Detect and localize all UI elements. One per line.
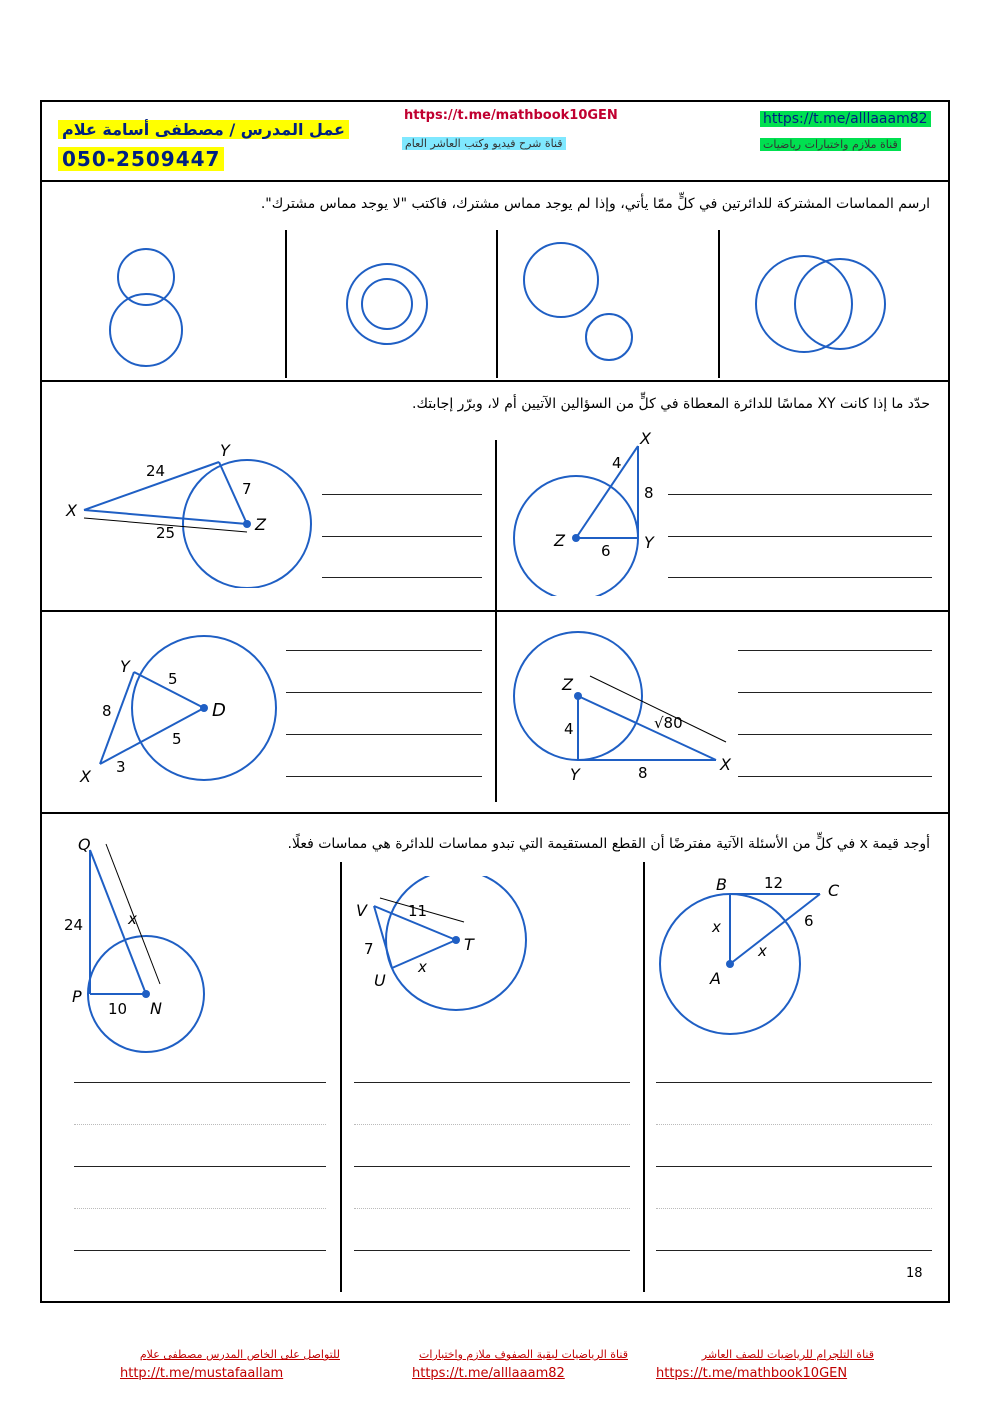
label-x1: x (712, 918, 721, 936)
label-x: X (720, 755, 731, 774)
answer-line[interactable] (738, 650, 932, 651)
label-t: T (464, 935, 474, 954)
center-dot (142, 990, 150, 998)
segment-xz (84, 510, 247, 524)
answer-line[interactable] (668, 577, 932, 578)
label-d: D (212, 700, 226, 721)
label-yx: 8 (638, 764, 648, 782)
figure-s2-xzy-4 (508, 426, 668, 596)
answer-line[interactable] (668, 494, 932, 495)
answer-line[interactable] (656, 1082, 932, 1083)
answer-line[interactable] (286, 692, 482, 693)
label-u: U (374, 971, 386, 990)
answer-line[interactable] (74, 1166, 326, 1167)
center-dot (574, 692, 582, 700)
label-qn: x (128, 910, 137, 928)
label-x2: x (758, 942, 767, 960)
answer-guide (354, 1124, 630, 1125)
circle-large-separate (524, 243, 598, 317)
answer-guide (74, 1124, 326, 1125)
label-x3: 3 (116, 758, 126, 776)
label-xy: 24 (146, 462, 166, 480)
label-y: Y (644, 533, 654, 552)
answer-line[interactable] (354, 1082, 630, 1083)
label-x: X (66, 501, 77, 520)
figure-s2-yxd (72, 624, 288, 794)
label-n: N (150, 999, 162, 1018)
footer-title-contact: للتواصل على الخاص المدرس مصطفى علام (139, 1348, 340, 1361)
footer-link-contact[interactable]: http://t.me/mustafaallam (120, 1366, 284, 1381)
label-ut: x (418, 958, 427, 976)
label-zy: 6 (601, 542, 611, 560)
section3-instruction: أوجد قيمة x في كلٍّ من الأسئلة الآتية مفترضًا أن القطع المستقيمة التي تبدو مماسات للدائرة هي مماسات فعلًا. (287, 836, 930, 852)
figure-s3-vtu (352, 876, 532, 1036)
section2-instruction: حدّد ما إذا كانت XY مماسًا للدائرة المعطاة في كلٍّ من السؤالين الآتيين أم لا، وبرّر إجابتك. (412, 396, 930, 412)
label-xz: 8 (644, 484, 654, 502)
answer-line[interactable] (738, 734, 932, 735)
footer-link-channel-all[interactable]: https://t.me/alllaaam82 (412, 1366, 565, 1381)
segment-qn (90, 850, 146, 994)
label-a: A (710, 969, 721, 988)
label-xy: 4 (612, 454, 622, 472)
circle-outer-concentric (347, 264, 427, 344)
answer-line[interactable] (738, 692, 932, 693)
label-y: Y (220, 441, 230, 460)
label-z: Z (562, 675, 573, 694)
label-bc: 12 (764, 874, 784, 892)
label-x: X (640, 429, 651, 448)
figure-s2-zyx-sqrt80 (508, 624, 748, 794)
label-yz: 7 (242, 480, 252, 498)
divider-section2 (42, 812, 948, 814)
answer-guide (74, 1208, 326, 1209)
footer-link-channel-10[interactable]: https://t.me/mathbook10GEN (656, 1366, 848, 1381)
segment-zx (576, 446, 638, 538)
figure-s3-qpn (60, 832, 230, 1056)
figure-s2-xyz-24 (56, 438, 326, 588)
answer-line[interactable] (322, 577, 482, 578)
center-dot (572, 534, 580, 542)
label-zx: √80 (654, 714, 683, 732)
answer-line[interactable] (354, 1166, 630, 1167)
center-dot (200, 704, 208, 712)
label-v: V (356, 901, 367, 920)
answer-line[interactable] (322, 536, 482, 537)
label-yx: 8 (102, 702, 112, 720)
label-y: Y (570, 765, 580, 784)
center-dot (452, 936, 460, 944)
answer-line[interactable] (286, 734, 482, 735)
teacher-name: عمل المدرس / مصطفى أسامة علام (58, 120, 349, 139)
label-y: Y (120, 657, 130, 676)
label-q: Q (78, 835, 91, 854)
segment-vu (374, 906, 392, 968)
page-number: 18 (906, 1266, 923, 1281)
center-dot (243, 520, 251, 528)
answer-line[interactable] (354, 1250, 630, 1251)
label-c6: 6 (804, 912, 814, 930)
answer-line[interactable] (286, 650, 482, 651)
answer-line[interactable] (322, 494, 482, 495)
channel-link-mathbook-desc: قناة شرح فيديو وكتب العاشر العام (402, 137, 566, 150)
label-vt: 11 (408, 902, 428, 920)
channel-link-alllaaam-desc: قناة ملازم واختبارات رياضيات (760, 138, 901, 151)
circle-inner-concentric (362, 279, 412, 329)
segment-xd (100, 708, 204, 764)
segment-zx (578, 696, 716, 760)
answer-line[interactable] (74, 1082, 326, 1083)
label-qp: 24 (64, 916, 84, 934)
divider-v5 (340, 862, 342, 1292)
footer-title-channel-all: قناة الرياضيات لبقية الصفوف ملازم واختبارات (419, 1348, 628, 1361)
answer-line[interactable] (286, 776, 482, 777)
answer-line[interactable] (656, 1166, 932, 1167)
circle-small-top (118, 249, 174, 305)
teacher-phone: 050-2509447 (58, 147, 224, 171)
figure-s3-bca (654, 870, 874, 1040)
label-vu: 7 (364, 940, 374, 958)
label-yd: 5 (168, 670, 178, 688)
channel-link-alllaaam[interactable]: https://t.me/alllaaam82 (760, 111, 931, 127)
answer-guide (354, 1208, 630, 1209)
answer-guide (656, 1124, 932, 1125)
answer-line[interactable] (738, 776, 932, 777)
answer-line[interactable] (668, 536, 932, 537)
divider-v6 (643, 862, 645, 1292)
label-xd: 5 (172, 730, 182, 748)
circle-intersect-left (756, 256, 852, 352)
footer-title-channel-10: قناة التلجرام للرياضيات للصف العاشر (701, 1348, 874, 1361)
label-b: B (716, 875, 727, 894)
channel-link-mathbook[interactable]: https://t.me/mathbook10GEN (404, 108, 618, 123)
label-z: Z (554, 531, 565, 550)
label-z: Z (255, 515, 266, 534)
label-x: X (80, 767, 91, 786)
section1-instruction: ارسم المماسات المشتركة للدائرتين في كلٍّ ممّا يأتي، وإذا لم يوجد مماس مشترك، فاكتب "لا يوجد مماس مشترك". (260, 196, 930, 212)
label-pn: 10 (108, 1000, 128, 1018)
label-zy: 4 (564, 720, 574, 738)
answer-guide (656, 1208, 932, 1209)
label-xz: 25 (156, 524, 176, 542)
center-dot (726, 960, 734, 968)
answer-line[interactable] (74, 1250, 326, 1251)
label-p: P (72, 987, 82, 1006)
circle-small-separate (586, 314, 632, 360)
label-c: C (828, 881, 840, 900)
answer-line[interactable] (656, 1250, 932, 1251)
